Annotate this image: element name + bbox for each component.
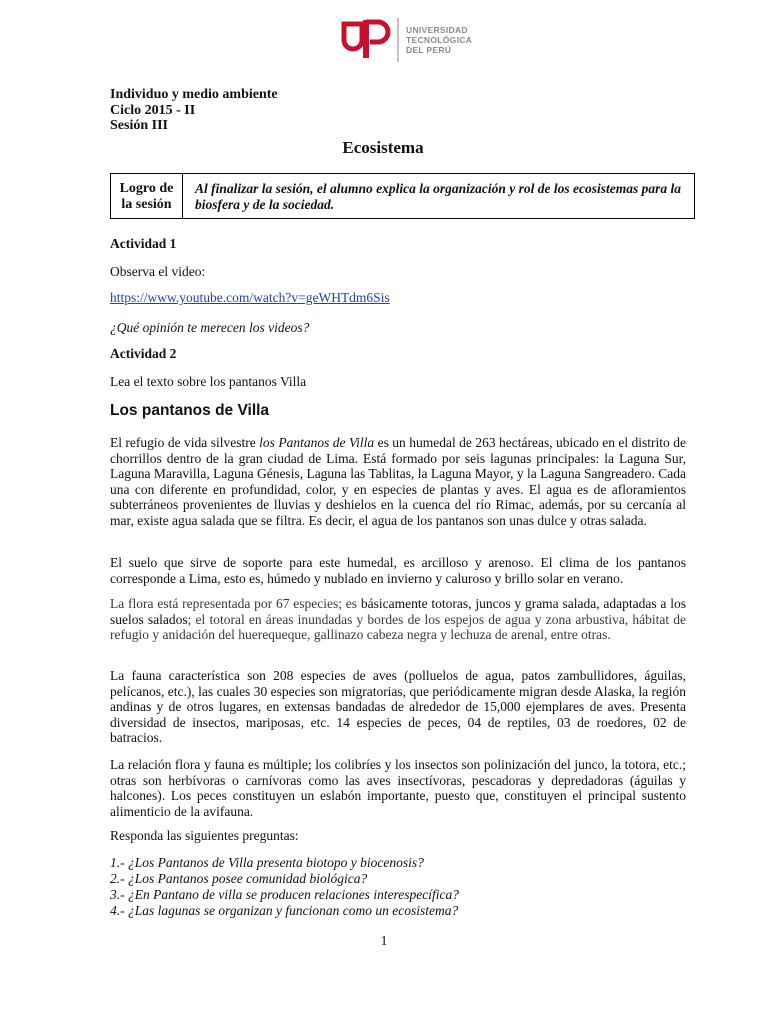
p1-text-a: El refugio de vida silvestre xyxy=(110,435,260,450)
activity2-heading: Actividad 2 xyxy=(110,346,177,361)
logo-line-1: UNIVERSIDAD xyxy=(406,25,468,35)
question-item: 1.- ¿Los Pantanos de Villa presenta biotopo y biocenosis? xyxy=(110,855,424,870)
p3-text-a: La flora está representada por 67 especies; es xyxy=(110,596,361,611)
questions-intro: Responda las siguientes preguntas: xyxy=(110,828,299,843)
article-paragraph-5: La relación flora y fauna es múltiple; los colibríes y los insectos son polinización del junco, la totora, etc.; otras son herbívoras o carnívoras como las aves insectívoras, pescadoras y depredadoras (águilas y halcones). Los peces constituyen un eslabón importante, puesto que, constituyen el principal sustento alimenticio de la avifauna. xyxy=(110,757,686,819)
question-item: 3.- ¿En Pantano de villa se producen relaciones interespecífica? xyxy=(110,887,460,902)
logro-text: Al finalizar la sesión, el alumno explica la organización y rol de los ecosistemas para la biosfera y de la sociedad. xyxy=(195,181,682,212)
page-title: Ecosistema xyxy=(342,138,424,157)
question-item: 4.- ¿Las lagunas se organizan y funcionan como un ecosistema? xyxy=(110,903,459,918)
article-paragraph-1 xyxy=(110,435,686,528)
page-number: 1 xyxy=(380,934,388,949)
logro-table xyxy=(110,173,695,219)
course-name: Individuo y medio ambiente xyxy=(110,87,278,102)
p3-text-c: ; el totoral en áreas inundadas y bordes de los espejos de agua y zona arbustiva, hábitat de refugio y anidación del huerequeque, gallinazo cabeza negra y lechuza de arenal, entre otras. xyxy=(110,611,686,642)
logo-line-3: DEL PERÚ xyxy=(406,45,452,55)
activity2-instruction: Lea el texto sobre los pantanos Villa xyxy=(110,374,307,389)
article-paragraph-4: La fauna característica son 208 especies de aves (polluelos de agua, patos zambullidores, águilas, pelícanos, etc.), las cuales 30 especies son migratorias, que periódicamente migran desde Alaska, la región andinas y de otros lugares, en extensas bandadas de alrededor de 15,000 ejemplares de aves. Presenta diversidad de insectos, mariposas, etc. 14 especies de peces, 04 de reptiles, 03 de roedores, 02 de batracios. xyxy=(110,668,686,745)
logo-line-2: TECNOLÓGICA xyxy=(406,35,473,45)
course-session: Sesión III xyxy=(110,118,168,133)
logro-label-line2: la sesión xyxy=(121,197,172,212)
video-link[interactable]: https://www.youtube.com/watch?v=geWHTdm6Sis xyxy=(110,290,390,305)
course-cycle: Ciclo 2015 - II xyxy=(110,102,196,118)
article-paragraph-3 xyxy=(110,596,686,643)
activity1-question: ¿Qué opinión te merecen los videos? xyxy=(110,320,310,335)
logro-label-line1: Logro de xyxy=(119,181,174,196)
course-header xyxy=(110,87,278,134)
activity1-instruction: Observa el video: xyxy=(110,264,206,279)
article-paragraph-2: El suelo que sirve de soporte para este humedal, es arcilloso y arenoso. El clima de los pantanos corresponde a Lima, esto es, húmedo y nublado en invierno y caluroso y brillo solar en verano. xyxy=(110,555,686,586)
question-item: 2.- ¿Los Pantanos posee comunidad biológica? xyxy=(110,871,368,886)
p1-text-b: es un humedal de 263 hectáreas, ubicado en el distrito de chorrillos dentro de la gran ciudad de Lima. Está formado por seis lagunas principales: la Laguna Sur, Laguna Maravilla, Laguna Génesis, Laguna las Tablitas, la Laguna Mayor, y la Laguna Sangreadero. Cada una con diferente en profundidad, color, y en especies de plantas y aves. El agua es de afloramientos subterráneos provenientes de lluvias y deshielos en la cuenca del río Rimac, además, por su cercanía al mar, existe agua salada que se filtra. Es decir, el agua de los pantanos son unas dulce y otras salada. xyxy=(110,435,686,528)
article-title: Los pantanos de Villa xyxy=(110,402,270,419)
logo-wordmark xyxy=(406,25,472,55)
activity1-heading: Actividad 1 xyxy=(110,236,177,251)
p1-italic: los Pantanos de Villa xyxy=(259,435,375,450)
logro-label xyxy=(111,174,183,218)
p3-text-b: básicamente totoras, juncos y grama salada, adaptadas a los suelos salados xyxy=(110,596,686,627)
